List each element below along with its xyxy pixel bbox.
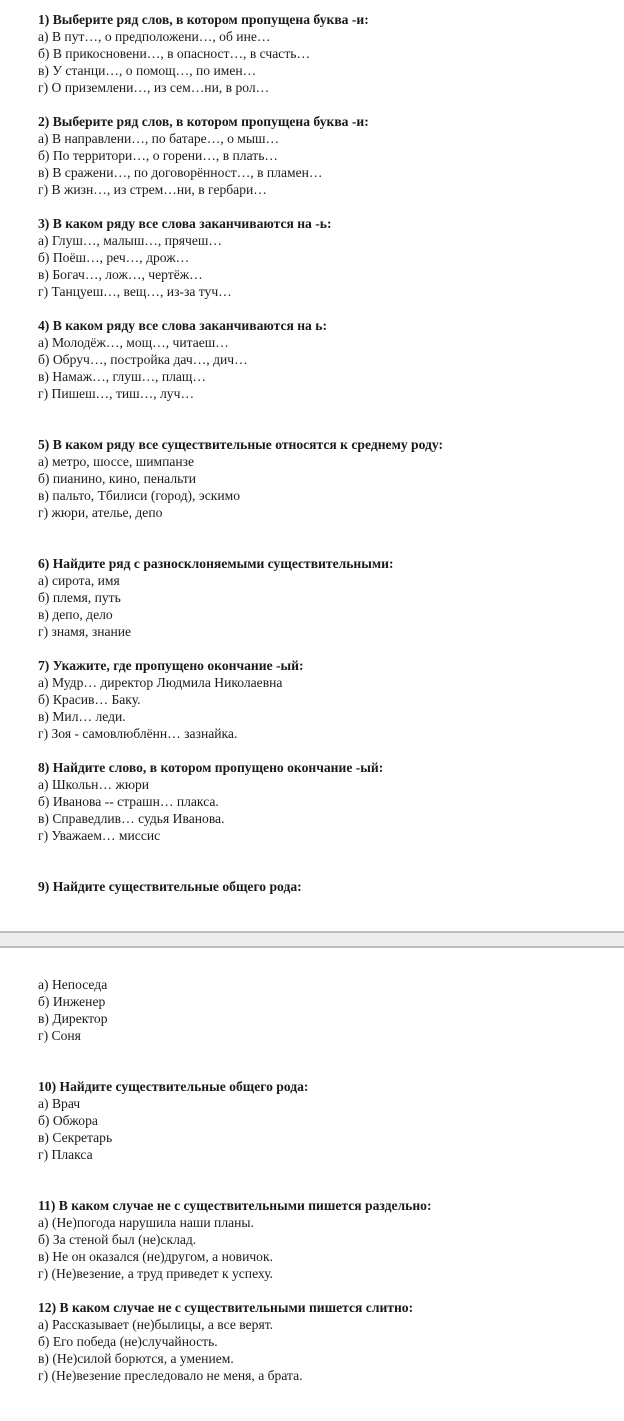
question-title: 3) В каком ряду все слова заканчиваются на -ь: [38,216,332,231]
question-title: 1) Выберите ряд слов, в котором пропущена буква -и: [38,12,369,27]
question-title: 9) Найдите существительные общего рода: [38,879,302,894]
page-break-divider [0,931,624,948]
answer-option: а) В пут…, о предположени…, об ине… [38,29,271,44]
answer-option: а) (Не)погода нарушила наши планы. [38,1215,254,1230]
answer-option: б) Красив… Баку. [38,692,141,707]
question-7 [38,657,614,742]
question-4 [38,317,614,402]
question-title: 8) Найдите слово, в котором пропущено окончание -ый: [38,760,384,775]
answer-option: б) Поёш…, реч…, дрож… [38,250,190,265]
answer-option: г) жюри, ателье, депо [38,505,163,520]
question-1 [38,11,614,96]
answer-option: в) У станци…, о помощ…, по имен… [38,63,257,78]
answer-option: г) Танцуеш…, вещ…, из-за туч… [38,284,232,299]
question-3 [38,215,614,300]
question-9 [38,878,614,895]
answer-option: г) Соня [38,1028,81,1043]
answer-option: в) Богач…, лож…, чертёж… [38,267,203,282]
answer-option: б) Иванова -- страшн… плакса. [38,794,219,809]
question-10 [38,1078,614,1163]
question-title: 10) Найдите существительные общего рода: [38,1079,309,1094]
answer-option: г) Уважаем… миссис [38,828,161,843]
answer-option: а) Врач [38,1096,81,1111]
answer-option: а) В направлени…, по батаре…, о мыш… [38,131,280,146]
answer-option: в) В сражени…, по договорённост…, в пламен… [38,165,323,180]
answer-option: б) Обруч…, постройка дач…, дич… [38,352,248,367]
question-title: 11) В каком случае не с существительными пишется раздельно: [38,1198,432,1213]
answer-option: б) Обжора [38,1113,98,1128]
answer-option: б) пианино, кино, пенальти [38,471,197,486]
question-title: 12) В каком случае не с существительными пишется слитно: [38,1300,414,1315]
answer-option: в) пальто, Тбилиси (город), эскимо [38,488,241,503]
answer-option: а) метро, шоссе, шимпанзе [38,454,195,469]
answer-option: в) Мил… леди. [38,709,126,724]
answer-option: в) депо, дело [38,607,113,622]
answer-option: а) Молодёж…, мощ…, читаеш… [38,335,229,350]
answer-option: а) Школьн… жюри [38,777,150,792]
answer-option: б) В прикосновени…, в опасност…, в счасть… [38,46,311,61]
answer-option: в) (Не)силой борются, а умением. [38,1351,234,1366]
answer-option: б) По территори…, о горени…, в плать… [38,148,279,163]
answer-option: б) племя, путь [38,590,121,605]
question-2 [38,113,614,198]
question-9-options [38,976,614,1044]
answer-option: б) Инженер [38,994,106,1009]
answer-option: г) Зоя - самовлюблённ… зазнайка. [38,726,238,741]
answer-option: а) сирота, имя [38,573,120,588]
answer-option: б) Его победа (не)случайность. [38,1334,218,1349]
question-12 [38,1299,614,1384]
answer-option: в) Секретарь [38,1130,113,1145]
question-8 [38,759,614,844]
answer-option: г) знамя, знание [38,624,132,639]
answer-option: г) В жизн…, из стрем…ни, в гербари… [38,182,267,197]
question-title: 2) Выберите ряд слов, в котором пропущена буква -и: [38,114,369,129]
question-title: 5) В каком ряду все существительные относятся к среднему роду: [38,437,444,452]
question-title: 4) В каком ряду все слова заканчиваются на ь: [38,318,327,333]
answer-option: в) Справедлив… судья Иванова. [38,811,225,826]
answer-option: г) (Не)везение преследовало не меня, а брата. [38,1368,303,1383]
answer-option: а) Непоседа [38,977,108,992]
question-title: 7) Укажите, где пропущено окончание -ый: [38,658,304,673]
question-11 [38,1197,614,1282]
answer-option: а) Мудр… директор Людмила Николаевна [38,675,283,690]
answer-option: в) Не он оказался (не)другом, а новичок. [38,1249,273,1264]
answer-option: г) (Не)везение, а труд приведет к успеху. [38,1266,274,1281]
answer-option: г) О приземлени…, из сем…ни, в рол… [38,80,270,95]
question-6 [38,555,614,640]
answer-option: а) Глуш…, малыш…, прячеш… [38,233,222,248]
answer-option: г) Пишеш…, тиш…, луч… [38,386,195,401]
answer-option: в) Намаж…, глуш…, плащ… [38,369,206,384]
answer-option: в) Директор [38,1011,108,1026]
answer-option: а) Рассказывает (не)былицы, а все верят. [38,1317,274,1332]
answer-option: б) За стеной был (не)склад. [38,1232,197,1247]
question-5 [38,436,614,521]
answer-option: г) Плакса [38,1147,93,1162]
question-title: 6) Найдите ряд с разносклоняемыми существительными: [38,556,394,571]
